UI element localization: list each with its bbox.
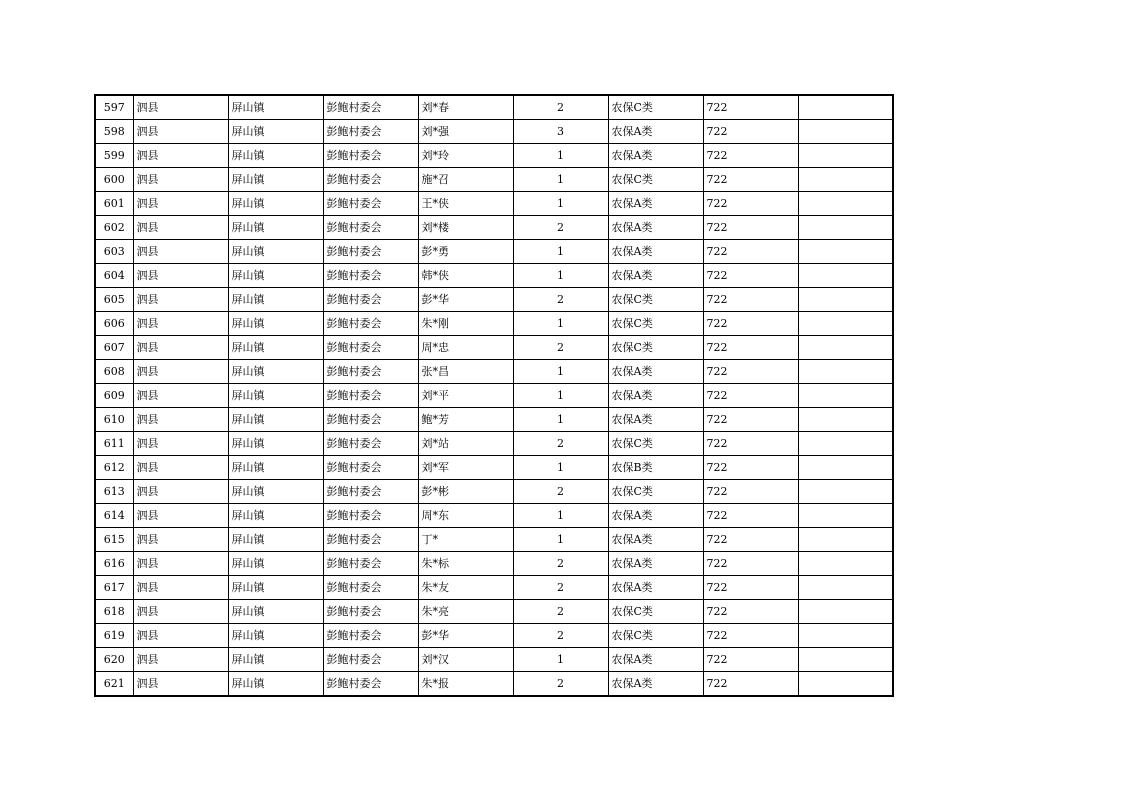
town-cell: 屏山镇: [228, 144, 323, 168]
town-cell: 屏山镇: [228, 408, 323, 432]
table-row: [95, 312, 893, 336]
person-name-cell: 朱*报: [418, 672, 513, 697]
village-committee-cell: 彭鲍村委会: [323, 120, 418, 144]
amount-cell: 722: [703, 432, 798, 456]
village-committee-cell: 彭鲍村委会: [323, 648, 418, 672]
person-name-cell: 朱*友: [418, 576, 513, 600]
table-row: [95, 168, 893, 192]
note-cell: [798, 240, 893, 264]
village-committee-cell: 彭鲍村委会: [323, 312, 418, 336]
amount-cell: 722: [703, 264, 798, 288]
county-cell: 泗县: [133, 264, 228, 288]
row-index-cell: 614: [95, 504, 133, 528]
table-row: [95, 672, 893, 697]
table-row: [95, 144, 893, 168]
row-index-cell: 597: [95, 95, 133, 120]
town-cell: 屏山镇: [228, 432, 323, 456]
town-cell: 屏山镇: [228, 240, 323, 264]
town-cell: 屏山镇: [228, 360, 323, 384]
village-committee-cell: 彭鲍村委会: [323, 432, 418, 456]
household-count-cell: 1: [513, 144, 608, 168]
household-count-cell: 2: [513, 432, 608, 456]
household-count-cell: 1: [513, 240, 608, 264]
insurance-type-cell: 农保C类: [608, 624, 703, 648]
town-cell: 屏山镇: [228, 192, 323, 216]
row-index-cell: 603: [95, 240, 133, 264]
person-name-cell: 朱*标: [418, 552, 513, 576]
town-cell: 屏山镇: [228, 264, 323, 288]
table-row: [95, 120, 893, 144]
county-cell: 泗县: [133, 480, 228, 504]
town-cell: 屏山镇: [228, 600, 323, 624]
amount-cell: 722: [703, 336, 798, 360]
insurance-type-cell: 农保C类: [608, 600, 703, 624]
person-name-cell: 刘*站: [418, 432, 513, 456]
insurance-type-cell: 农保A类: [608, 552, 703, 576]
amount-cell: 722: [703, 312, 798, 336]
household-count-cell: 1: [513, 264, 608, 288]
village-committee-cell: 彭鲍村委会: [323, 192, 418, 216]
village-committee-cell: 彭鲍村委会: [323, 672, 418, 697]
amount-cell: 722: [703, 408, 798, 432]
household-count-cell: 3: [513, 120, 608, 144]
insurance-type-cell: 农保A类: [608, 408, 703, 432]
town-cell: 屏山镇: [228, 95, 323, 120]
village-committee-cell: 彭鲍村委会: [323, 456, 418, 480]
note-cell: [798, 384, 893, 408]
amount-cell: 722: [703, 672, 798, 697]
insurance-type-cell: 农保A类: [608, 672, 703, 697]
village-committee-cell: 彭鲍村委会: [323, 408, 418, 432]
village-committee-cell: 彭鲍村委会: [323, 504, 418, 528]
table-row: [95, 408, 893, 432]
household-count-cell: 1: [513, 504, 608, 528]
person-name-cell: 刘*平: [418, 384, 513, 408]
town-cell: 屏山镇: [228, 576, 323, 600]
table-row: [95, 240, 893, 264]
county-cell: 泗县: [133, 120, 228, 144]
table-row: [95, 600, 893, 624]
town-cell: 屏山镇: [228, 336, 323, 360]
note-cell: [798, 216, 893, 240]
table-row: [95, 216, 893, 240]
town-cell: 屏山镇: [228, 384, 323, 408]
village-committee-cell: 彭鲍村委会: [323, 168, 418, 192]
household-count-cell: 1: [513, 384, 608, 408]
amount-cell: 722: [703, 624, 798, 648]
amount-cell: 722: [703, 120, 798, 144]
note-cell: [798, 648, 893, 672]
village-committee-cell: 彭鲍村委会: [323, 624, 418, 648]
row-index-cell: 600: [95, 168, 133, 192]
county-cell: 泗县: [133, 408, 228, 432]
insurance-type-cell: 农保A类: [608, 360, 703, 384]
amount-cell: 722: [703, 240, 798, 264]
amount-cell: 722: [703, 504, 798, 528]
village-committee-cell: 彭鲍村委会: [323, 240, 418, 264]
person-name-cell: 刘*汉: [418, 648, 513, 672]
note-cell: [798, 528, 893, 552]
person-name-cell: 丁*: [418, 528, 513, 552]
insurance-type-cell: 农保C类: [608, 288, 703, 312]
person-name-cell: 张*昌: [418, 360, 513, 384]
note-cell: [798, 408, 893, 432]
household-count-cell: 1: [513, 528, 608, 552]
row-index-cell: 606: [95, 312, 133, 336]
amount-cell: 722: [703, 288, 798, 312]
town-cell: 屏山镇: [228, 312, 323, 336]
amount-cell: 722: [703, 384, 798, 408]
amount-cell: 722: [703, 360, 798, 384]
insurance-type-cell: 农保A类: [608, 504, 703, 528]
amount-cell: 722: [703, 552, 798, 576]
note-cell: [798, 672, 893, 697]
household-count-cell: 2: [513, 672, 608, 697]
household-count-cell: 2: [513, 336, 608, 360]
table-row: [95, 480, 893, 504]
row-index-cell: 619: [95, 624, 133, 648]
town-cell: 屏山镇: [228, 456, 323, 480]
village-committee-cell: 彭鲍村委会: [323, 552, 418, 576]
table-row: [95, 456, 893, 480]
note-cell: [798, 576, 893, 600]
person-name-cell: 彭*勇: [418, 240, 513, 264]
county-cell: 泗县: [133, 384, 228, 408]
household-count-cell: 2: [513, 624, 608, 648]
county-cell: 泗县: [133, 432, 228, 456]
row-index-cell: 609: [95, 384, 133, 408]
county-cell: 泗县: [133, 552, 228, 576]
table-row: [95, 528, 893, 552]
table-row: [95, 552, 893, 576]
county-cell: 泗县: [133, 95, 228, 120]
table-row: [95, 576, 893, 600]
person-name-cell: 彭*华: [418, 624, 513, 648]
person-name-cell: 刘*强: [418, 120, 513, 144]
county-cell: 泗县: [133, 336, 228, 360]
person-name-cell: 周*忠: [418, 336, 513, 360]
amount-cell: 722: [703, 600, 798, 624]
village-committee-cell: 彭鲍村委会: [323, 528, 418, 552]
county-cell: 泗县: [133, 144, 228, 168]
note-cell: [798, 480, 893, 504]
table-row: [95, 648, 893, 672]
county-cell: 泗县: [133, 576, 228, 600]
town-cell: 屏山镇: [228, 288, 323, 312]
insurance-type-cell: 农保A类: [608, 192, 703, 216]
insurance-type-cell: 农保A类: [608, 384, 703, 408]
amount-cell: 722: [703, 528, 798, 552]
county-cell: 泗县: [133, 456, 228, 480]
note-cell: [798, 336, 893, 360]
insurance-type-cell: 农保A类: [608, 648, 703, 672]
household-count-cell: 2: [513, 480, 608, 504]
amount-cell: 722: [703, 480, 798, 504]
table-row: [95, 384, 893, 408]
household-count-cell: 1: [513, 312, 608, 336]
row-index-cell: 608: [95, 360, 133, 384]
amount-cell: 722: [703, 168, 798, 192]
insurance-type-cell: 农保A类: [608, 528, 703, 552]
town-cell: 屏山镇: [228, 504, 323, 528]
household-count-cell: 2: [513, 216, 608, 240]
household-count-cell: 1: [513, 192, 608, 216]
town-cell: 屏山镇: [228, 624, 323, 648]
county-cell: 泗县: [133, 216, 228, 240]
person-name-cell: 鲍*芳: [418, 408, 513, 432]
table-row: [95, 336, 893, 360]
amount-cell: 722: [703, 216, 798, 240]
note-cell: [798, 144, 893, 168]
amount-cell: 722: [703, 576, 798, 600]
row-index-cell: 613: [95, 480, 133, 504]
county-cell: 泗县: [133, 240, 228, 264]
household-count-cell: 2: [513, 600, 608, 624]
note-cell: [798, 432, 893, 456]
table-row: [95, 432, 893, 456]
village-committee-cell: 彭鲍村委会: [323, 336, 418, 360]
row-index-cell: 621: [95, 672, 133, 697]
row-index-cell: 615: [95, 528, 133, 552]
insurance-type-cell: 农保C类: [608, 336, 703, 360]
insurance-type-cell: 农保A类: [608, 216, 703, 240]
row-index-cell: 616: [95, 552, 133, 576]
person-name-cell: 王*侠: [418, 192, 513, 216]
county-cell: 泗县: [133, 672, 228, 697]
household-count-cell: 2: [513, 552, 608, 576]
insurance-type-cell: 农保B类: [608, 456, 703, 480]
person-name-cell: 刘*玲: [418, 144, 513, 168]
county-cell: 泗县: [133, 624, 228, 648]
note-cell: [798, 168, 893, 192]
row-index-cell: 618: [95, 600, 133, 624]
county-cell: 泗县: [133, 648, 228, 672]
note-cell: [798, 600, 893, 624]
note-cell: [798, 288, 893, 312]
person-name-cell: 韩*侠: [418, 264, 513, 288]
household-count-cell: 1: [513, 408, 608, 432]
note-cell: [798, 504, 893, 528]
note-cell: [798, 552, 893, 576]
insurance-type-cell: 农保A类: [608, 120, 703, 144]
person-name-cell: 刘*军: [418, 456, 513, 480]
row-index-cell: 602: [95, 216, 133, 240]
note-cell: [798, 120, 893, 144]
town-cell: 屏山镇: [228, 480, 323, 504]
amount-cell: 722: [703, 648, 798, 672]
table-row: [95, 624, 893, 648]
village-committee-cell: 彭鲍村委会: [323, 384, 418, 408]
person-name-cell: 彭*华: [418, 288, 513, 312]
insurance-type-cell: 农保C类: [608, 312, 703, 336]
person-name-cell: 周*东: [418, 504, 513, 528]
table-row: [95, 288, 893, 312]
record-table: [94, 94, 894, 697]
note-cell: [798, 264, 893, 288]
row-index-cell: 620: [95, 648, 133, 672]
note-cell: [798, 624, 893, 648]
village-committee-cell: 彭鲍村委会: [323, 576, 418, 600]
town-cell: 屏山镇: [228, 672, 323, 697]
row-index-cell: 610: [95, 408, 133, 432]
row-index-cell: 607: [95, 336, 133, 360]
row-index-cell: 605: [95, 288, 133, 312]
insurance-type-cell: 农保C类: [608, 480, 703, 504]
county-cell: 泗县: [133, 360, 228, 384]
row-index-cell: 598: [95, 120, 133, 144]
note-cell: [798, 360, 893, 384]
table-row: [95, 360, 893, 384]
village-committee-cell: 彭鲍村委会: [323, 264, 418, 288]
county-cell: 泗县: [133, 600, 228, 624]
household-count-cell: 2: [513, 95, 608, 120]
table-row: [95, 192, 893, 216]
insurance-type-cell: 农保A类: [608, 240, 703, 264]
table-body: [95, 95, 893, 696]
person-name-cell: 朱*亮: [418, 600, 513, 624]
person-name-cell: 彭*彬: [418, 480, 513, 504]
amount-cell: 722: [703, 95, 798, 120]
county-cell: 泗县: [133, 312, 228, 336]
household-count-cell: 1: [513, 648, 608, 672]
household-count-cell: 1: [513, 168, 608, 192]
table-row: [95, 95, 893, 120]
town-cell: 屏山镇: [228, 648, 323, 672]
amount-cell: 722: [703, 144, 798, 168]
village-committee-cell: 彭鲍村委会: [323, 95, 418, 120]
town-cell: 屏山镇: [228, 528, 323, 552]
row-index-cell: 601: [95, 192, 133, 216]
amount-cell: 722: [703, 192, 798, 216]
town-cell: 屏山镇: [228, 120, 323, 144]
note-cell: [798, 312, 893, 336]
insurance-type-cell: 农保C类: [608, 168, 703, 192]
amount-cell: 722: [703, 456, 798, 480]
village-committee-cell: 彭鲍村委会: [323, 360, 418, 384]
county-cell: 泗县: [133, 504, 228, 528]
table-row: [95, 264, 893, 288]
person-name-cell: 朱*刚: [418, 312, 513, 336]
village-committee-cell: 彭鲍村委会: [323, 144, 418, 168]
table-row: [95, 504, 893, 528]
note-cell: [798, 192, 893, 216]
person-name-cell: 刘*春: [418, 95, 513, 120]
household-count-cell: 1: [513, 360, 608, 384]
county-cell: 泗县: [133, 288, 228, 312]
insurance-type-cell: 农保A类: [608, 264, 703, 288]
county-cell: 泗县: [133, 168, 228, 192]
household-count-cell: 2: [513, 288, 608, 312]
town-cell: 屏山镇: [228, 168, 323, 192]
insurance-type-cell: 农保C类: [608, 432, 703, 456]
insurance-type-cell: 农保A类: [608, 144, 703, 168]
note-cell: [798, 456, 893, 480]
village-committee-cell: 彭鲍村委会: [323, 600, 418, 624]
person-name-cell: 施*召: [418, 168, 513, 192]
county-cell: 泗县: [133, 192, 228, 216]
household-count-cell: 2: [513, 576, 608, 600]
row-index-cell: 611: [95, 432, 133, 456]
household-count-cell: 1: [513, 456, 608, 480]
village-committee-cell: 彭鲍村委会: [323, 288, 418, 312]
town-cell: 屏山镇: [228, 216, 323, 240]
note-cell: [798, 95, 893, 120]
row-index-cell: 612: [95, 456, 133, 480]
person-name-cell: 刘*楼: [418, 216, 513, 240]
county-cell: 泗县: [133, 528, 228, 552]
row-index-cell: 599: [95, 144, 133, 168]
town-cell: 屏山镇: [228, 552, 323, 576]
row-index-cell: 617: [95, 576, 133, 600]
village-committee-cell: 彭鲍村委会: [323, 480, 418, 504]
insurance-type-cell: 农保A类: [608, 576, 703, 600]
insurance-type-cell: 农保C类: [608, 95, 703, 120]
row-index-cell: 604: [95, 264, 133, 288]
village-committee-cell: 彭鲍村委会: [323, 216, 418, 240]
